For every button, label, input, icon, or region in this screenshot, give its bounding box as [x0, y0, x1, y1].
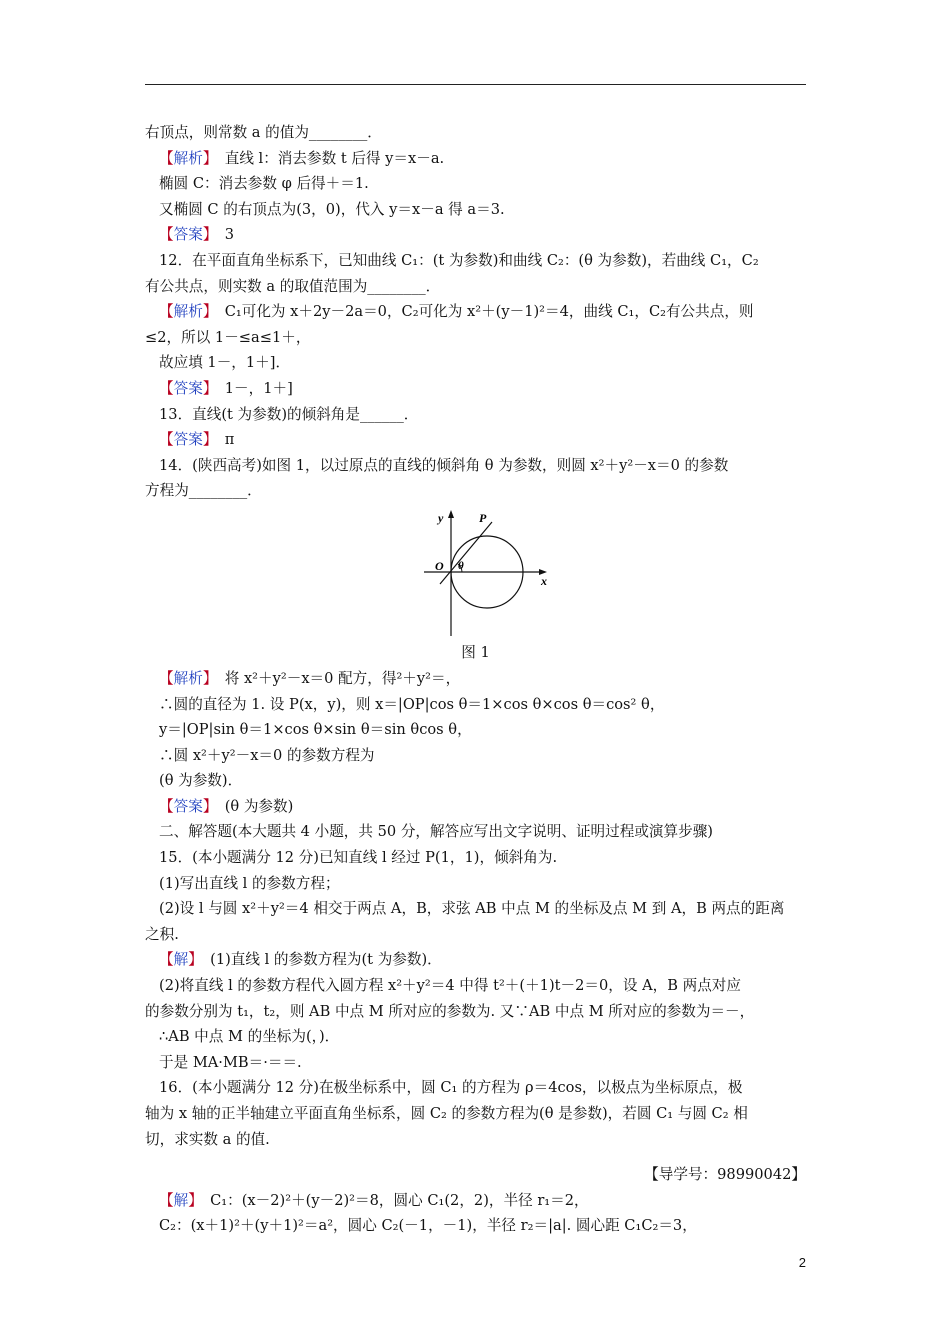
text-line: 于是 MA·MB＝·＝＝. [159, 1053, 302, 1071]
answer-tag: 答案 [173, 431, 203, 449]
answer-tag: 答案 [173, 379, 203, 397]
section-heading: 二、解答题(本大题共 4 小题，共 50 分，解答应写出文字说明、证明过程或演算步骤) [159, 823, 713, 841]
text-line: 故应填 1－，1＋]． [159, 354, 291, 372]
p-label: P [479, 510, 487, 525]
text-line: 切，求实数 a 的值. [145, 1130, 270, 1148]
solution-tag: 解 [173, 1191, 189, 1209]
text-line: 之积. [145, 925, 179, 943]
text-line: 又椭圆 C 的右顶点为(3，0)，代入 y＝x－a 得 a＝3. [159, 200, 505, 218]
text-line: ∴AB 中点 M 的坐标为(，)． [159, 1028, 340, 1046]
text-line: (θ 为参数)． [159, 772, 243, 790]
theta-label: θ [458, 559, 464, 572]
analysis-line: 【解析】 将 x²＋y²－x＝0 配方，得²＋y²＝， [159, 669, 461, 687]
text-line: ∴圆的直径为 1. 设 P(x，y)，则 x＝|OP|cos θ＝1×cos θ×cos θ＝cos² θ， [159, 695, 665, 713]
question-14: 14．(陕西高考)如图 1，以过原点的直线的倾斜角 θ 为参数，则圆 x²＋y²－x＝0 的参数 [159, 456, 729, 474]
y-axis-arrow [448, 510, 454, 518]
answer-line: 【答案】 (θ 为参数) [159, 797, 294, 815]
guide-number: 【导学号：98990042】 [644, 1166, 806, 1184]
x-label: x [541, 573, 547, 588]
header-rule [145, 84, 806, 85]
question-12: 12．在平面直角坐标系下，已知曲线 C₁：(t 为参数)和曲线 C₂：(θ 为参数)，若曲线 C₁，C₂ [159, 251, 759, 269]
text-line: C₂：(x＋1)²＋(y＋1)²＝a²，圆心 C₂(－1，－1)，半径 r₂＝|a|. 圆心距 C₁C₂＝3， [159, 1217, 697, 1235]
document-body [145, 120, 806, 1239]
text-line: ∴圆 x²＋y²－x＝0 的参数方程为 [159, 746, 375, 764]
text-line: (1)写出直线 l 的参数方程； [159, 874, 340, 892]
analysis-tag: 解析 [173, 303, 203, 321]
text-line: 椭圆 C：消去参数 φ 后得＋＝1. [159, 175, 369, 193]
answer-tag: 答案 [173, 226, 203, 244]
text-line: 轴为 x 轴的正半轴建立平面直角坐标系，圆 C₂ 的参数方程为(θ 是参数)，若圆 C₁ 与圆 C₂ 相 [145, 1105, 748, 1122]
figure-1 [145, 504, 806, 640]
answer-line: 【答案】 π [159, 431, 235, 449]
text-line: (2)将直线 l 的参数方程代入圆方程 x²＋y²＝4 中得 t²＋(＋1)t－2＝0，设 A，B 两点对应 [159, 977, 741, 995]
question-13: 13．直线(t 为参数)的倾斜角是______． [159, 405, 419, 423]
analysis-tag: 解析 [173, 149, 203, 167]
solution-line: 【解】 (1)直线 l 的参数方程为(t 为参数)． [159, 951, 442, 969]
answer-line: 【答案】 3 [159, 226, 235, 244]
text-line: (2)设 l 与圆 x²＋y²＝4 相交于两点 A，B，求弦 AB 中点 M 的坐标及点 M 到 A，B 两点的距离 [159, 900, 785, 918]
answer-tag: 答案 [173, 797, 203, 815]
ray-op [440, 522, 492, 584]
question-16: 16．(本小题满分 12 分)在极坐标系中，圆 C₁ 的方程为 ρ＝4cos，以极点为坐标原点，极 [159, 1079, 743, 1097]
solution-tag: 解 [173, 951, 189, 969]
text-line: 的参数分别为 t₁，t₂，则 AB 中点 M 所对应的参数为. 又∵AB 中点 M 所对应的参数为＝－， [145, 1002, 755, 1020]
question-15: 15．(本小题满分 12 分)已知直线 l 经过 P(1，1)，倾斜角为. [159, 849, 558, 867]
text-line: 方程为________． [145, 482, 262, 500]
analysis-tag: 解析 [173, 669, 203, 687]
analysis-line: 【解析】 C₁可化为 x＋2y－2a＝0，C₂可化为 x²＋(y－1)²＝4，曲线 C₁，C₂有公共点，则 [159, 303, 754, 321]
answer-line: 【答案】 1－，1＋] [159, 379, 293, 397]
circle-diagram [418, 508, 553, 638]
text-line: ≤2，所以 1－≤a≤1＋， [145, 328, 311, 346]
o-label: O [435, 558, 444, 573]
y-label: y [438, 510, 444, 525]
text-line: 有公共点，则实数 a 的取值范围为________． [145, 277, 441, 295]
text-line: 右顶点，则常数 a 的值为________． [145, 124, 382, 141]
analysis-line: 【解析】 直线 l：消去参数 t 后得 y＝x－a. [159, 149, 445, 167]
solution-line: 【解】 C₁：(x－2)²＋(y－2)²＝8，圆心 C₁(2，2)，半径 r₁＝2， [159, 1191, 589, 1209]
page-number: 2 [798, 1255, 806, 1270]
text-line: y＝|OP|sin θ＝1×cos θ×sin θ＝sin θcos θ， [159, 721, 472, 739]
figure-caption: 图 1 [461, 643, 490, 661]
